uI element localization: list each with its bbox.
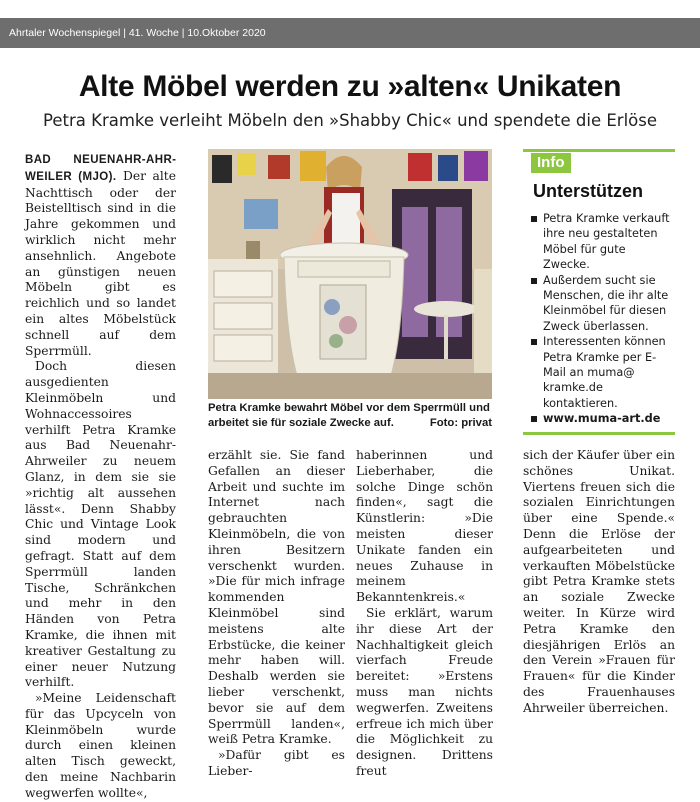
article-paragraph: Sie erklärt, warum ihr diese Art der Nachhaltigkeit gleich vierfach Freude bereitet: »Erstens muss man nichts wegwerfen. Zweitens erfreue ich mich über die Möglichkeit zu designen. Drittens freut	[356, 605, 493, 778]
article-photo	[208, 149, 492, 399]
article-paragraph: Doch diesen ausgedienten Kleinmöbeln und Wohnaccessoires verhilft Petra Kramke aus Bad Neuenahr-Ahrweiler zu neuem Glanz, in dem sie sie »richtig alt aussehen lässt«. Denn Shabby Chic und Vintage Look sind modern und gefragt. Statt auf dem Sperrmüll landen Tische, Schränkchen und mehr in den Händen von Petra Kramke, die ihnen mit kreativer Gestaltung zu einer neuer Nutzung verhilft.	[25, 359, 176, 690]
photo-credit: Foto: privat	[429, 417, 492, 429]
article-column-3	[356, 448, 493, 780]
info-box-bottom-rule	[523, 432, 675, 435]
info-box-top-rule	[523, 149, 675, 152]
article-paragraph: erzählt sie. Sie fand Gefallen an dieser Arbeit und suchte im Internet nach gebrauchten Kleinmöbeln, die von ihren Besitzern verschenkt wurden. »Die für mich infrage kommenden Kleinmöbel sind meistens alte Erbstücke, die keiner mehr haben will. Deshalb werden sie lieber verschenkt, bevor sie auf dem Sperrmüll landen«, weiß Petra Kramke.	[208, 448, 345, 747]
article-headline: Alte Möbel werden zu »alten« Unikaten	[78, 70, 622, 103]
photo-caption	[208, 401, 492, 431]
website-link[interactable]: www.muma-art.de	[531, 411, 675, 426]
article-paragraph: haberinnen und Lieberhaber, die solche Dinge schön finden«, sagt die Künstlerin: »Die meisten dieser Unikate fanden ein neues Zuhause in meinem Bekanntenkreis.«	[356, 448, 493, 605]
info-tag: Info	[531, 153, 571, 173]
info-list-item: Interessenten können Petra Kramke per E-Mail an muma@ kramke.de kontaktieren.	[531, 334, 675, 411]
paragraph-text: Der alte Nachttisch oder der Beistelltisch sind in die Jahre gekommen und wirklich nicht mehr ansehnlich. Angebote an günstigen neuen Möbeln gibt es reichlich und so landet ein altes Möbelstück schnell auf dem Sperrmüll.	[25, 168, 176, 358]
page-header-bar	[0, 18, 700, 48]
header-text: Ahrtaler Wochenspiegel | 41. Woche | 10.Oktober 2020	[9, 27, 266, 39]
article-column-2	[208, 448, 345, 780]
article-column-1	[25, 152, 176, 802]
article-paragraph: »Dafür gibt es Lieber-	[208, 748, 345, 778]
article-subheadline: Petra Kramke verleiht Möbeln den »Shabby Chic« und spendete die Erlöse	[43, 111, 657, 130]
article-paragraph: »Meine Leidenschaft für das Upcyceln von Kleinmöbeln wurde durch einen kleinen alten Tisch geweckt, den meine Nachbarin wegwerfen wollte«,	[25, 691, 176, 800]
article-paragraph: sich der Käufer über ein schönes Unikat. Viertens freuen sich die sozialen Einrichtungen über eine Spende.« Denn die Erlöse der aufgearbeiteten und verkauften Möbelstücke gibt Petra Kramke stets an soziale Zwecke weiter. In Kürze wird Petra Kramke den diesjährigen Erlös an den Verein »Frauen für Frauen« für die Kinder des Frauenhauses Ahrweiler überreichen.	[523, 448, 675, 715]
info-box	[523, 149, 675, 435]
dateline: BAD NEUENAHR-AHRWEILER (MJO).	[25, 154, 176, 183]
caption-text: Petra Kramke bewahrt Möbel vor dem Sperrmüll und arbeitet sie für soziale Zwecke auf.	[208, 402, 490, 429]
article-paragraph	[25, 152, 176, 359]
info-box-title: Unterstützen	[533, 181, 644, 201]
info-list-item: Außerdem sucht sie Menschen, die ihr alte Kleinmöbel für diesen Zweck überlassen.	[531, 273, 675, 335]
article-column-4	[523, 448, 675, 717]
info-list	[523, 211, 675, 427]
photo-illustration	[208, 149, 492, 399]
info-list-item: Petra Kramke verkauft ihre neu gestalteten Möbel für gute Zwecke.	[531, 211, 675, 273]
